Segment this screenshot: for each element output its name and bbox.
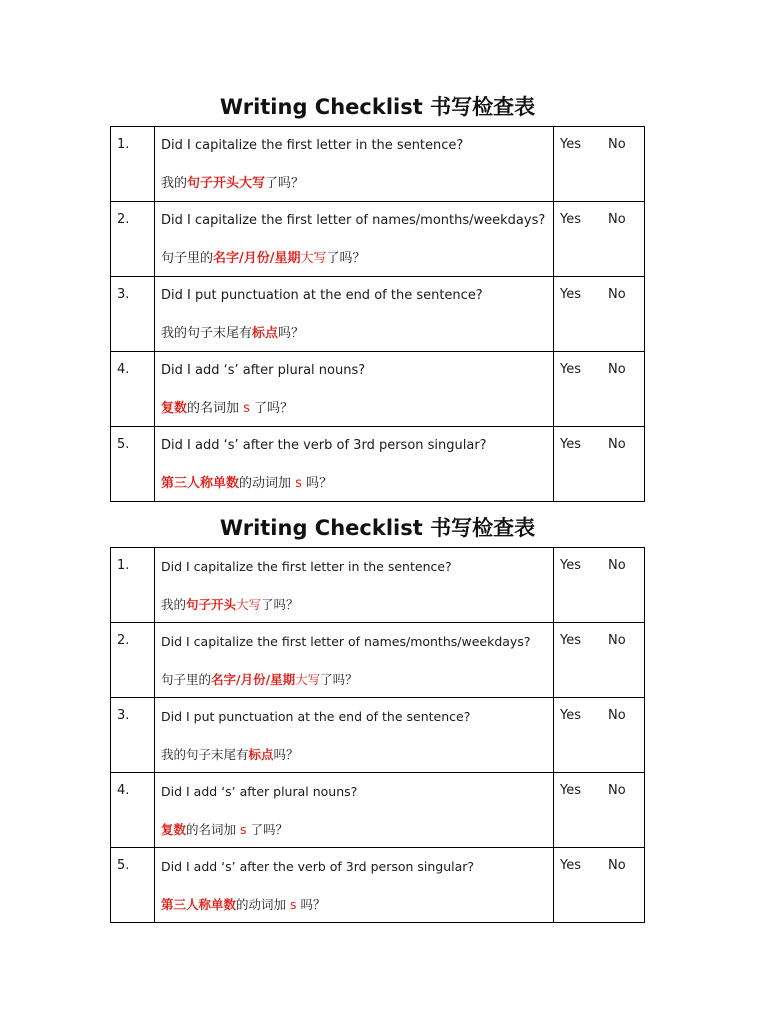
answer-cell (554, 548, 645, 623)
question-chinese-segment: 我的句子末尾有 (161, 747, 249, 762)
question-chinese (161, 896, 553, 913)
question-cell (155, 773, 554, 848)
yes-option[interactable]: Yes (560, 437, 581, 452)
question-chinese (161, 475, 553, 492)
no-option[interactable]: No (608, 137, 626, 152)
no-option[interactable]: No (608, 558, 626, 573)
question-chinese-segment: 的动词加 (236, 897, 290, 912)
checklist-title: Writing Checklist 书写检查表 (219, 516, 536, 540)
question-chinese (161, 250, 553, 267)
question-cell (155, 548, 554, 623)
question-english: Did I capitalize the first letter of names/months/weekdays? (161, 213, 546, 228)
answer-cell (554, 277, 645, 352)
question-chinese-segment: 名字/月份/星期 (213, 251, 301, 266)
question-chinese-segment: 了吗？ (326, 251, 366, 266)
answer-cell (554, 698, 645, 773)
yes-option[interactable]: Yes (560, 633, 581, 648)
table-row (111, 698, 645, 773)
question-cell (155, 202, 554, 277)
item-number: 5. (111, 848, 155, 923)
question-chinese-segment: 大写 (236, 597, 262, 612)
yes-option[interactable]: Yes (560, 362, 581, 377)
question-cell (155, 698, 554, 773)
answer-cell (554, 352, 645, 427)
question-chinese-segment: 标点 (252, 326, 279, 341)
no-option[interactable]: No (608, 287, 626, 302)
question-chinese-segment: 句子里的 (161, 251, 214, 266)
question-english: Did I add ‘s’ after plural nouns? (161, 784, 358, 799)
question-chinese-segment: s (290, 897, 297, 912)
question-chinese-segment: 吗？ (273, 747, 299, 762)
no-option[interactable]: No (608, 858, 626, 873)
question-cell (155, 352, 554, 427)
question-chinese-segment: 的动词加 (239, 476, 296, 491)
question-chinese-segment: 了吗？ (265, 176, 305, 191)
question-chinese-segment: 我的 (161, 176, 188, 191)
no-option[interactable]: No (608, 212, 626, 227)
question-chinese-segment: 的名词加 (186, 822, 240, 837)
answer-cell (554, 427, 645, 502)
question-chinese-segment: 吗？ (301, 476, 333, 491)
question-cell (155, 623, 554, 698)
question-english: Did I put punctuation at the end of the sentence? (161, 709, 471, 724)
question-chinese-segment: 句子里的 (161, 672, 212, 687)
table-row (111, 427, 645, 502)
item-number: 4. (111, 352, 155, 427)
item-number: 3. (111, 698, 155, 773)
question-chinese (161, 596, 553, 613)
question-chinese (161, 325, 553, 342)
question-chinese (161, 400, 553, 417)
question-english: Did I add ‘s’ after the verb of 3rd person singular? (161, 859, 475, 874)
question-chinese-segment: 大写 (300, 251, 327, 266)
question-chinese (161, 671, 553, 688)
question-chinese (161, 175, 553, 192)
question-chinese (161, 746, 553, 763)
answer-cell (554, 848, 645, 923)
no-option[interactable]: No (608, 633, 626, 648)
question-chinese-segment: s (295, 476, 302, 491)
item-number: 2. (111, 623, 155, 698)
table-row (111, 623, 645, 698)
question-chinese-segment: s (243, 401, 250, 416)
question-english: Did I capitalize the first letter in the sentence? (161, 559, 452, 574)
yes-option[interactable]: Yes (560, 708, 581, 723)
question-english: Did I capitalize the first letter of names/months/weekdays? (161, 634, 531, 649)
question-chinese-segment: 复数 (161, 401, 188, 416)
table-row (111, 127, 645, 202)
question-chinese-segment: 大写 (295, 672, 321, 687)
no-option[interactable]: No (608, 362, 626, 377)
question-chinese-segment: 句子开头大写 (187, 176, 266, 191)
no-option[interactable]: No (608, 708, 626, 723)
question-cell (155, 427, 554, 502)
table-row (111, 848, 645, 923)
question-chinese-segment: 吗？ (296, 897, 326, 912)
question-chinese-segment: 句子开头 (186, 597, 237, 612)
answer-cell (554, 623, 645, 698)
yes-option[interactable]: Yes (560, 783, 581, 798)
item-number: 1. (111, 548, 155, 623)
question-chinese-segment: 吗？ (278, 326, 305, 341)
question-chinese-segment: 第三人称单数 (161, 476, 240, 491)
table-row (111, 352, 645, 427)
item-number: 3. (111, 277, 155, 352)
question-cell (155, 848, 554, 923)
checklist-title: Writing Checklist 书写检查表 (219, 95, 536, 119)
question-chinese (161, 821, 553, 838)
table-row (111, 548, 645, 623)
question-chinese-segment: 名字/月份/星期 (211, 672, 296, 687)
item-number: 4. (111, 773, 155, 848)
yes-option[interactable]: Yes (560, 858, 581, 873)
question-chinese-segment: 复数 (161, 822, 187, 837)
no-option[interactable]: No (608, 783, 626, 798)
question-cell (155, 127, 554, 202)
question-english: Did I add ‘s’ after plural nouns? (161, 363, 366, 378)
item-number: 1. (111, 127, 155, 202)
question-cell (155, 277, 554, 352)
checklist-table (110, 126, 645, 502)
item-number: 2. (111, 202, 155, 277)
question-english: Did I add ‘s’ after the verb of 3rd person singular? (161, 438, 487, 453)
table-row (111, 773, 645, 848)
question-chinese-segment: 我的 (161, 597, 187, 612)
checklist-table (110, 547, 645, 923)
question-chinese-segment: s (240, 822, 247, 837)
question-chinese-segment: 我的句子末尾有 (161, 326, 253, 341)
item-number: 5. (111, 427, 155, 502)
question-chinese-segment: 了吗？ (246, 822, 288, 837)
question-chinese-segment: 的名词加 (187, 401, 244, 416)
answer-cell (554, 202, 645, 277)
question-chinese-segment: 了吗？ (261, 597, 299, 612)
question-chinese-segment: 第三人称单数 (161, 897, 237, 912)
yes-option[interactable]: Yes (560, 212, 581, 227)
no-option[interactable]: No (608, 437, 626, 452)
question-chinese-segment: 了吗？ (320, 672, 358, 687)
answer-cell (554, 773, 645, 848)
question-english: Did I capitalize the first letter in the sentence? (161, 138, 464, 153)
table-row (111, 202, 645, 277)
yes-option[interactable]: Yes (560, 287, 581, 302)
answer-cell (554, 127, 645, 202)
question-english: Did I put punctuation at the end of the sentence? (161, 288, 483, 303)
table-row (111, 277, 645, 352)
question-chinese-segment: 了吗？ (249, 401, 294, 416)
question-chinese-segment: 标点 (248, 747, 274, 762)
yes-option[interactable]: Yes (560, 137, 581, 152)
yes-option[interactable]: Yes (560, 558, 581, 573)
